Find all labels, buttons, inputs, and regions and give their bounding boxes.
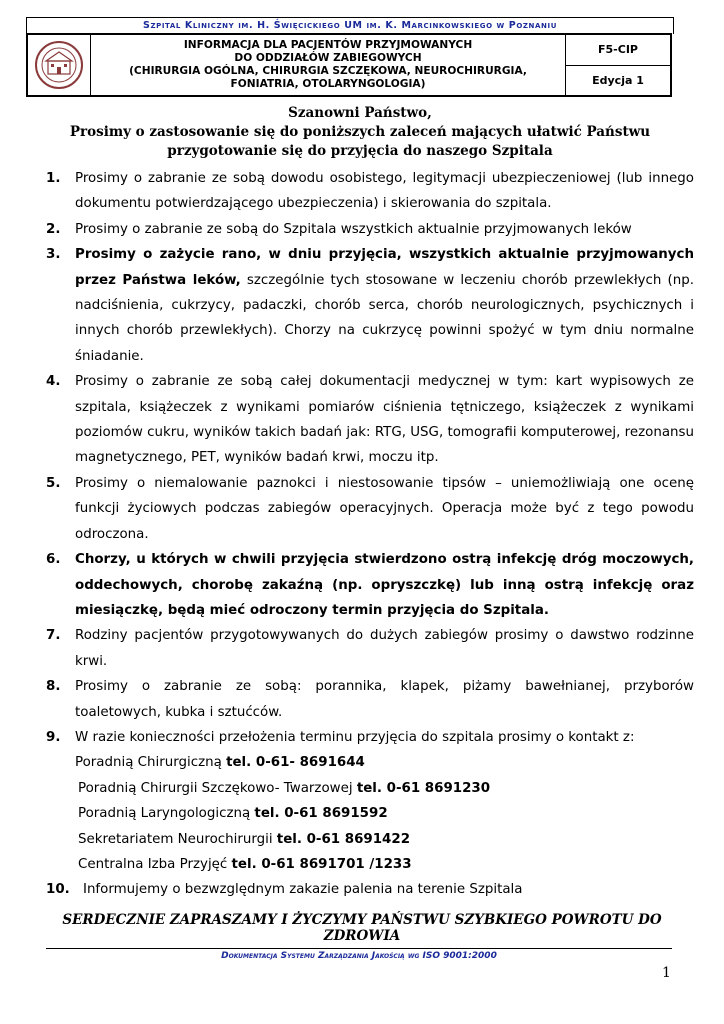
list-item xyxy=(46,369,694,471)
item-text: Prosimy o zabranie ze sobą: porannika, klapek, piżamy bawełnianej, przyborów toaletowych, kubka i sztućców. xyxy=(75,679,694,720)
contact-phone: tel. 0-61 8691701 /1233 xyxy=(231,856,412,872)
hospital-seal-icon xyxy=(34,40,84,90)
contact-phone: tel. 0-61 8691230 xyxy=(356,780,491,796)
list-item xyxy=(46,547,694,623)
contact-line xyxy=(78,776,694,801)
list-item xyxy=(46,217,694,242)
item-number: 4. xyxy=(46,374,61,390)
hospital-logo xyxy=(28,35,91,95)
list-item xyxy=(46,725,694,750)
item-bold-text: Prosimy o zażycie rano, w dniu przyjęcia, wszystkich aktualnie przyjmowanych przez Państwa leków, xyxy=(75,247,694,288)
contact-line xyxy=(75,750,694,775)
contact-name: Poradnią Laryngologiczną xyxy=(78,806,255,822)
item-text: Prosimy o zabranie ze sobą do Szpitala wszystkich aktualnie przyjmowanych leków xyxy=(75,221,632,237)
item-regular-text: szczególnie tych stosowane w leczeniu chorób przewlekłych (np. nadciśnienia, cukrzycy, padaczki, chorób serca, chorób neurologicznych, psychicznych i innych chorób przewlekłych). Chorzy na cukrzycę powinni spożyć w tym dniu normalne śniadanie. xyxy=(75,272,694,364)
title-line-3: (CHIRURGIA OGÓLNA, CHIRURGIA SZCZĘKOWA, NEUROCHIRURGIA, xyxy=(129,65,527,77)
footer-divider xyxy=(46,948,672,949)
list-item xyxy=(46,242,694,369)
item-bold-text: Chorzy, u których w chwili przyjęcia stwierdzono ostrą infekcję dróg moczowych, oddechowych, chorobę zakaźną (np. opryszczkę) lub inną ostrą infekcję oraz miesiączkę, będą mieć odroczony termin przyjęcia do Szpitala. xyxy=(75,552,694,618)
document-title xyxy=(91,35,566,95)
item-number: 2. xyxy=(46,221,61,237)
item-number: 1. xyxy=(46,171,61,186)
item-number: 9. xyxy=(46,729,61,745)
contact-line xyxy=(78,801,694,826)
contact-list xyxy=(75,750,694,877)
item-text: Prosimy o zabranie ze sobą całej dokumentacji medycznej w tym: kart wypisowych ze szpitala, książeczek z wynikami pomiarów ciśnienia tętniczego, książeczek z wynikami poziomów cukru, wyników takich badań jak: RTG, USG, tomografii komputerowej, rezonansu magnetycznego, PET, wyników badań krwi, moczu itp. xyxy=(75,374,694,466)
greeting xyxy=(60,104,660,161)
contact-name: Sekretariatem Neurochirurgii xyxy=(78,831,277,847)
footer-text: Dokumentacja Systemu Zarządzania Jakością wg ISO 9001:2000 xyxy=(221,951,497,961)
list-item xyxy=(46,623,694,674)
item-number: 10. xyxy=(46,882,70,898)
instructions-list xyxy=(46,166,694,903)
contact-phone: tel. 0-61 8691422 xyxy=(276,831,411,847)
item-number: 6. xyxy=(46,552,61,568)
title-line-1: INFORMACJA DLA PACJENTÓW PRZYJMOWANYCH xyxy=(183,39,473,51)
title-line-2: DO ODDZIAŁÓW ZABIEGOWYCH xyxy=(234,52,422,64)
contact-name: Poradnią Chirurgii Szczękowo- Twarzowej xyxy=(78,780,357,796)
item-text: Informujemy o bezwzględnym zakazie palenia na terenie Szpitala xyxy=(83,882,523,898)
salutation: Szanowni Państwo, xyxy=(288,105,432,121)
document-code: F5-CIP xyxy=(566,35,670,66)
item-number: 3. xyxy=(46,247,61,263)
list-item xyxy=(46,674,694,725)
contact-phone: tel. 0-61 8691592 xyxy=(254,806,388,822)
contact-line xyxy=(78,852,694,877)
item-text: Rodziny pacjentów przygotowywanych do dużych zabiegów prosimy o dawstwo rodzinne krwi. xyxy=(75,628,694,669)
contact-name: Centralna Izba Przyjęć xyxy=(78,856,232,872)
contact-phone: tel. 0-61- 8691644 xyxy=(226,755,365,771)
closing-message: SERDECZNIE ZAPRASZAMY I ŻYCZYMY PAŃSTWU SZYBKIEGO POWROTU DO ZDROWIA xyxy=(62,912,662,944)
item-number: 7. xyxy=(46,628,61,644)
list-item xyxy=(46,877,694,902)
item-number: 5. xyxy=(46,475,61,491)
contact-name: Poradnią Chirurgiczną xyxy=(75,755,227,771)
page-number: 1 xyxy=(662,965,671,981)
intro-line-2: przygotowanie się do przyjęcia do naszego Szpitala xyxy=(167,143,553,159)
item-text: W razie konieczności przełożenia terminu przyjęcia do szpitala prosimy o kontakt z: xyxy=(75,729,635,745)
item-text: Prosimy o niemalowanie paznokci i niestosowanie tipsów – uniemożliwiają one ocenę funkcji życiowych podczas zabiegów operacyjnych. Operacja może być z tego powodu odroczona. xyxy=(75,475,694,542)
list-item xyxy=(46,166,694,217)
list-item xyxy=(46,471,694,547)
title-line-4: FONIATRIA, OTOLARYNGOLOGIA) xyxy=(230,78,426,90)
document-meta xyxy=(566,35,670,95)
document-header xyxy=(26,33,672,97)
contact-line xyxy=(78,827,694,852)
institution-name: Szpital Kliniczny im. H. Święcickiego UM im. K. Marcinkowskiego w Poznaniu xyxy=(26,17,674,34)
item-text: Prosimy o zabranie ze sobą dowodu osobistego, legitymacji ubezpieczeniowej (lub innego dokumentu potwierdzającego ubezpieczenia) i skierowania do szpitala. xyxy=(75,171,694,212)
item-text xyxy=(75,242,694,369)
document-edition: Edycja 1 xyxy=(592,73,644,87)
intro-line-1: Prosimy o zastosowanie się do poniższych zaleceń mających ułatwić Państwu xyxy=(69,124,651,140)
item-number: 8. xyxy=(46,679,61,695)
